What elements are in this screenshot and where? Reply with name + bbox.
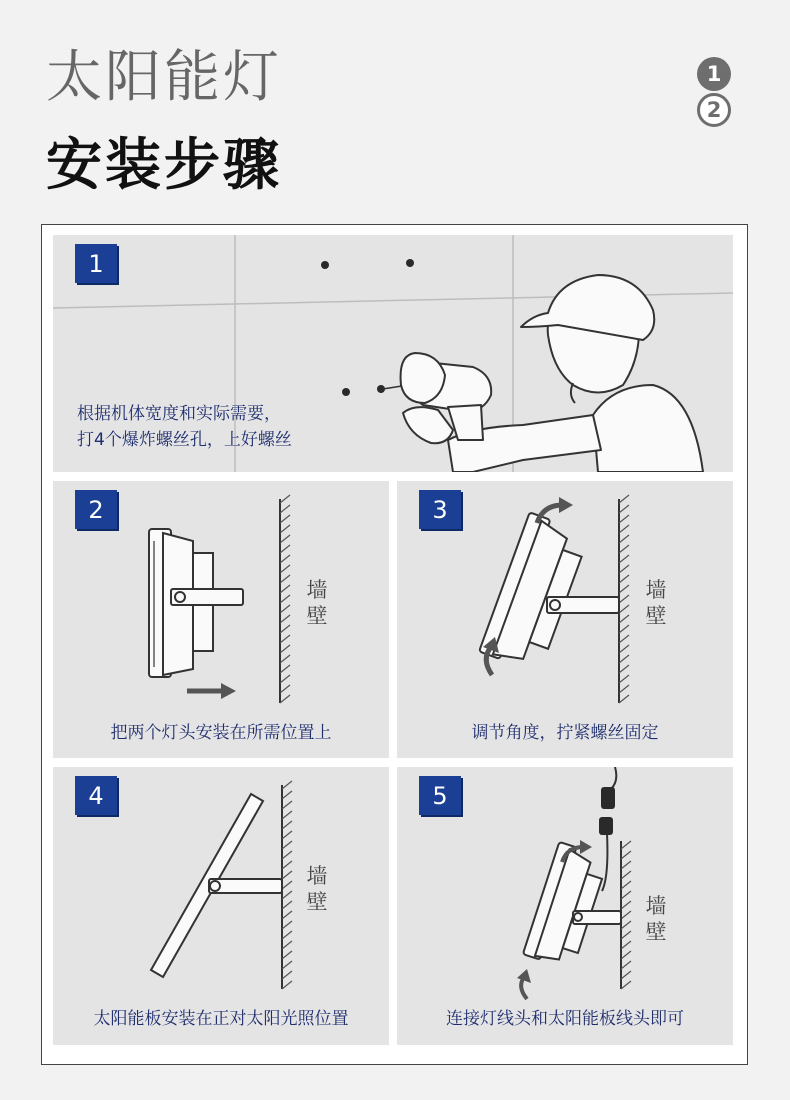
step-1-caption [77, 402, 292, 453]
instructions-frame [41, 224, 748, 1065]
step-3-caption: 调节角度，拧紧螺丝固定 [471, 723, 659, 743]
step-2-panel [53, 481, 389, 758]
step-3-badge: 3 [419, 490, 461, 529]
step-1-panel [53, 235, 733, 472]
step-1-caption-line-2: 打4个爆炸螺丝孔，上好螺丝 [77, 429, 292, 450]
page-subtitle: 安装步骤 [46, 133, 282, 198]
page-dot-1[interactable]: 1 [697, 57, 731, 91]
step-2-caption: 把两个灯头安装在所需位置上 [110, 723, 332, 743]
page-dot-2[interactable]: 2 [697, 93, 731, 127]
step-3-panel [397, 481, 733, 758]
step-5-wall-label: 墙壁 [645, 894, 667, 945]
step-4-panel [53, 767, 389, 1045]
step-5-panel [397, 767, 733, 1045]
step-4-wall-label: 墙壁 [306, 864, 328, 915]
step-4-caption: 太阳能板安装在正对太阳光照位置 [93, 1009, 349, 1029]
step-3-wall-label: 墙壁 [645, 578, 667, 629]
step-5-badge: 5 [419, 776, 461, 815]
step-1-caption-line-1: 根据机体宽度和实际需要， [77, 404, 281, 424]
step-2-wall-label: 墙壁 [306, 578, 328, 629]
page-title: 太阳能灯 [46, 45, 282, 110]
step-5-caption: 连接灯线头和太阳能板线头即可 [446, 1009, 684, 1029]
step-2-badge: 2 [75, 490, 117, 529]
step-4-badge: 4 [75, 776, 117, 815]
page-indicator [697, 57, 733, 129]
step-1-badge: 1 [75, 244, 117, 283]
